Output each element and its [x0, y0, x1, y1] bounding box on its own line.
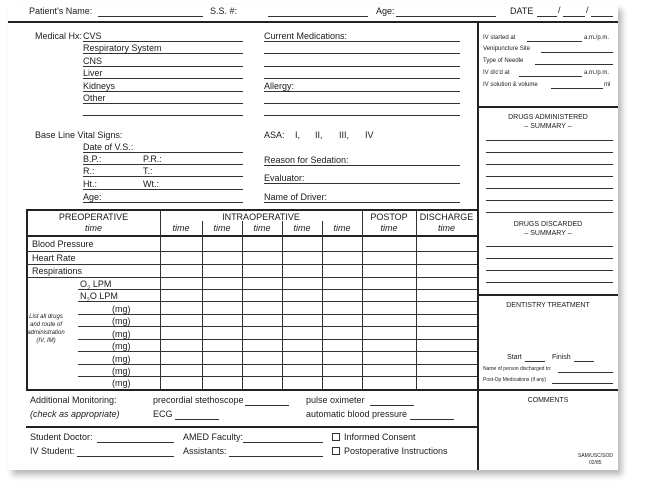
drugs-discarded-title: DRUGS DISCARDED: [513, 221, 583, 228]
age-label: Age:: [376, 6, 395, 16]
date-day-field[interactable]: [563, 16, 585, 17]
medical-hx-item: CNS: [83, 56, 103, 66]
hx-line[interactable]: [83, 78, 243, 79]
baseline-vitals-title: Base Line Vital Signs:: [35, 130, 123, 140]
hx-line[interactable]: [83, 66, 243, 67]
hx-line[interactable]: [83, 103, 243, 104]
assistants-label: Assistants:: [183, 446, 227, 456]
reason-sedation-label: Reason for Sedation:: [264, 155, 349, 165]
bp-label: B.P.:: [83, 154, 102, 164]
postop-instructions-checkbox[interactable]: Postoperative Instructions: [332, 447, 448, 456]
r-t-line[interactable]: [83, 176, 243, 177]
summary-line[interactable]: [486, 212, 613, 213]
postop-time-header: time: [380, 223, 398, 233]
driver-line[interactable]: [264, 202, 460, 203]
table-row-line: [78, 289, 477, 290]
ss-field[interactable]: [268, 16, 368, 17]
student-doctor-label: Student Doctor:: [30, 432, 93, 442]
mg-label: (mg): [112, 366, 131, 376]
intraop-header: INTRAOPERATIVE: [222, 212, 300, 222]
auto-bp-label: automatic blood pressure: [306, 409, 408, 419]
summary-line[interactable]: [486, 164, 613, 165]
discharge-header: DISCHARGE: [419, 212, 474, 222]
hx-line[interactable]: [83, 41, 243, 42]
table-row-line: [78, 339, 477, 340]
age-field[interactable]: [396, 16, 496, 17]
postop-header: POSTOP: [370, 212, 408, 222]
drugs-administered-subtitle: – SUMMARY –: [524, 123, 572, 130]
table-row-line: [78, 301, 477, 302]
blood-pressure-label: Blood Pressure: [32, 239, 94, 249]
medications-line[interactable]: [264, 41, 460, 42]
ss-label: S.S. #:: [210, 6, 238, 16]
amed-faculty-label: AMED Faculty:: [183, 432, 244, 442]
discard-line[interactable]: [486, 270, 613, 271]
drug-note: List all drugs: [29, 314, 63, 320]
right-section-rule: [477, 389, 618, 391]
amed-faculty-line[interactable]: [243, 442, 323, 443]
asa-label: ASA:: [264, 130, 285, 140]
discharge-time-header: time: [437, 223, 455, 233]
iv-solution-line[interactable]: [551, 88, 603, 89]
finish-line[interactable]: [574, 361, 594, 362]
iv-dcd-label: IV d/c'd at: [483, 70, 510, 76]
date-sep: /: [586, 5, 589, 15]
medications-line[interactable]: [264, 53, 460, 54]
intraop-time-header: time: [293, 223, 311, 233]
medical-hx-item: Other: [83, 93, 106, 103]
r-label: R.:: [83, 166, 95, 176]
start-label: Start: [507, 354, 522, 361]
form-code: SAM/USC/SOD: [578, 453, 614, 459]
needle-line[interactable]: [535, 64, 613, 65]
driver-label: Name of Driver:: [264, 192, 328, 202]
auto-bp-check[interactable]: [410, 419, 454, 420]
intraop-time-header: time: [253, 223, 271, 233]
asa-class-option[interactable]: II,: [315, 130, 323, 140]
checkbox-icon: [332, 433, 340, 441]
drug-note: (IV, IM): [36, 338, 56, 344]
medical-hx-item: Respiratory System: [83, 43, 162, 53]
form-revision: 02/85: [589, 460, 602, 466]
footer-rule: [26, 426, 477, 428]
iv-dcd-line[interactable]: [519, 76, 582, 77]
respirations-label: Respirations: [32, 266, 83, 276]
drugs-discarded-subtitle: – SUMMARY –: [524, 230, 572, 237]
heart-rate-label: Heart Rate: [32, 253, 76, 263]
table-row-line: [78, 376, 477, 377]
col-divider: [416, 209, 417, 389]
pulse-ox-check[interactable]: [370, 405, 414, 406]
allergy-label: Allergy:: [264, 81, 295, 91]
iv-student-line[interactable]: [77, 456, 174, 457]
venipuncture-line[interactable]: [541, 52, 613, 53]
informed-consent-checkbox[interactable]: Informed Consent: [332, 433, 416, 442]
medical-hx-label: Medical Hx:: [35, 31, 83, 41]
venipuncture-label: Venipuncture Site: [483, 46, 531, 52]
table-row-line: [26, 264, 477, 265]
pr-label: P.R.:: [143, 154, 162, 164]
summary-line[interactable]: [486, 140, 613, 141]
right-section-rule: [477, 294, 618, 296]
col-divider: [362, 209, 363, 389]
additional-monitoring-label: Additional Monitoring:: [30, 395, 117, 405]
mg-label: (mg): [112, 329, 131, 339]
date-sep: /: [558, 5, 561, 15]
baseline-age-label: Age:: [83, 192, 102, 202]
ht-label: Ht.:: [83, 179, 98, 189]
ecg-label: ECG: [153, 409, 173, 419]
header-rule: [8, 21, 618, 23]
precordial-check[interactable]: [245, 405, 289, 406]
checkbox-icon: [332, 447, 340, 455]
intraop-time-header: time: [172, 223, 190, 233]
discharged-to-line[interactable]: [558, 372, 613, 373]
iv-solution-label: IV solution & volume: [483, 82, 538, 88]
discard-line[interactable]: [486, 246, 613, 247]
drug-note: administration: [27, 330, 65, 336]
iv-dcd-unit: a.m./p.m.: [584, 70, 610, 76]
medical-hx-item: CVS: [83, 31, 102, 41]
drug-note: and route of: [29, 322, 63, 328]
asa-class-option[interactable]: III,: [339, 130, 350, 140]
hx-line[interactable]: [83, 53, 243, 54]
summary-line[interactable]: [486, 200, 613, 201]
ht-wt-line[interactable]: [83, 189, 243, 190]
student-doctor-line[interactable]: [97, 442, 174, 443]
col-divider: [160, 209, 161, 389]
o2-lpm-label: $O_2$ LPM: [80, 279, 112, 292]
summary-line[interactable]: [486, 152, 613, 153]
n2o-lpm-label: $N_2O$ LPM: [80, 291, 118, 304]
ecg-check[interactable]: [175, 419, 219, 420]
asa-class-option[interactable]: I,: [295, 130, 301, 140]
table-top-rule: [26, 209, 477, 211]
date-vs-label: Date of V.S.:: [83, 142, 134, 152]
iv-started-line[interactable]: [527, 41, 582, 42]
iv-student-label: IV Student:: [30, 446, 75, 456]
mg-label: (mg): [112, 354, 131, 364]
mg-label: (mg): [112, 304, 131, 314]
wt-label: Wt.:: [143, 179, 159, 189]
table-row-line: [26, 251, 477, 252]
pulse-ox-label: pulse oximeter: [306, 395, 365, 405]
table-row-line: [78, 364, 477, 365]
assistants-line[interactable]: [229, 456, 323, 457]
needle-label: Type of Needle: [483, 58, 524, 64]
start-line[interactable]: [525, 361, 545, 362]
asa-class-option[interactable]: IV: [365, 130, 374, 140]
intraop-time-header: time: [213, 223, 231, 233]
table-row-line: [78, 326, 477, 327]
date-month-field[interactable]: [537, 16, 557, 17]
table-row-line: [78, 351, 477, 352]
mg-label: (mg): [112, 378, 131, 388]
evaluator-line[interactable]: [264, 183, 460, 184]
date-vs-line[interactable]: [83, 152, 243, 153]
allergy-line[interactable]: [264, 103, 460, 104]
postop-meds-line[interactable]: [552, 383, 613, 384]
table-left-border: [26, 209, 28, 389]
medications-line[interactable]: [264, 78, 460, 79]
drugs-administered-title: DRUGS ADMINISTERED: [508, 114, 588, 121]
table-row-line: [26, 277, 477, 278]
precordial-label: precordial stethoscope: [153, 395, 244, 405]
medications-line[interactable]: [264, 66, 460, 67]
comments-title: COMMENTS: [527, 397, 569, 404]
bp-pr-line[interactable]: [83, 164, 243, 165]
date-year-field[interactable]: [591, 16, 613, 17]
allergy-line[interactable]: [264, 115, 460, 116]
table-bottom-rule: [26, 389, 477, 391]
hx-line[interactable]: [83, 91, 243, 92]
evaluator-label: Evaluator:: [264, 173, 305, 183]
dentistry-title: DENTISTRY TREATMENT: [506, 302, 590, 309]
medical-hx-item: Kidneys: [83, 81, 116, 91]
iv-started-label: IV started at: [483, 35, 516, 41]
postop-meds-label: Post-Op Medications (if any): [483, 377, 547, 383]
discard-line[interactable]: [486, 258, 613, 259]
intraop-time-header: time: [333, 223, 351, 233]
discharged-to-label: Name of person discharged to:: [483, 366, 552, 372]
baseline-age-line[interactable]: [83, 202, 243, 203]
preop-header: PREOPERATIVE: [58, 212, 129, 222]
allergy-line[interactable]: [264, 91, 460, 92]
table-row-line: [78, 314, 477, 315]
summary-line[interactable]: [486, 176, 613, 177]
right-section-rule: [477, 106, 618, 108]
current-medications-label: Current Medications:: [264, 31, 348, 41]
mg-label: (mg): [112, 316, 131, 326]
hx-line[interactable]: [83, 115, 243, 116]
iv-started-unit: a.m./p.m.: [584, 35, 610, 41]
summary-line[interactable]: [486, 188, 613, 189]
iv-solution-unit: ml: [604, 82, 611, 88]
medical-hx-item: Liver: [83, 68, 103, 78]
t-label: T.:: [143, 166, 153, 176]
mg-label: (mg): [112, 341, 131, 351]
discard-line[interactable]: [486, 282, 613, 283]
finish-label: Finish: [552, 354, 571, 361]
table-header-rule: [26, 235, 477, 237]
patient-name-field[interactable]: [98, 16, 203, 17]
patient-name-label: Patient's Name:: [29, 6, 93, 16]
date-label: DATE: [510, 6, 534, 16]
preop-time-header: time: [84, 223, 102, 233]
reason-sedation-line[interactable]: [264, 165, 460, 166]
monitoring-note: (check as appropriate): [30, 409, 120, 419]
